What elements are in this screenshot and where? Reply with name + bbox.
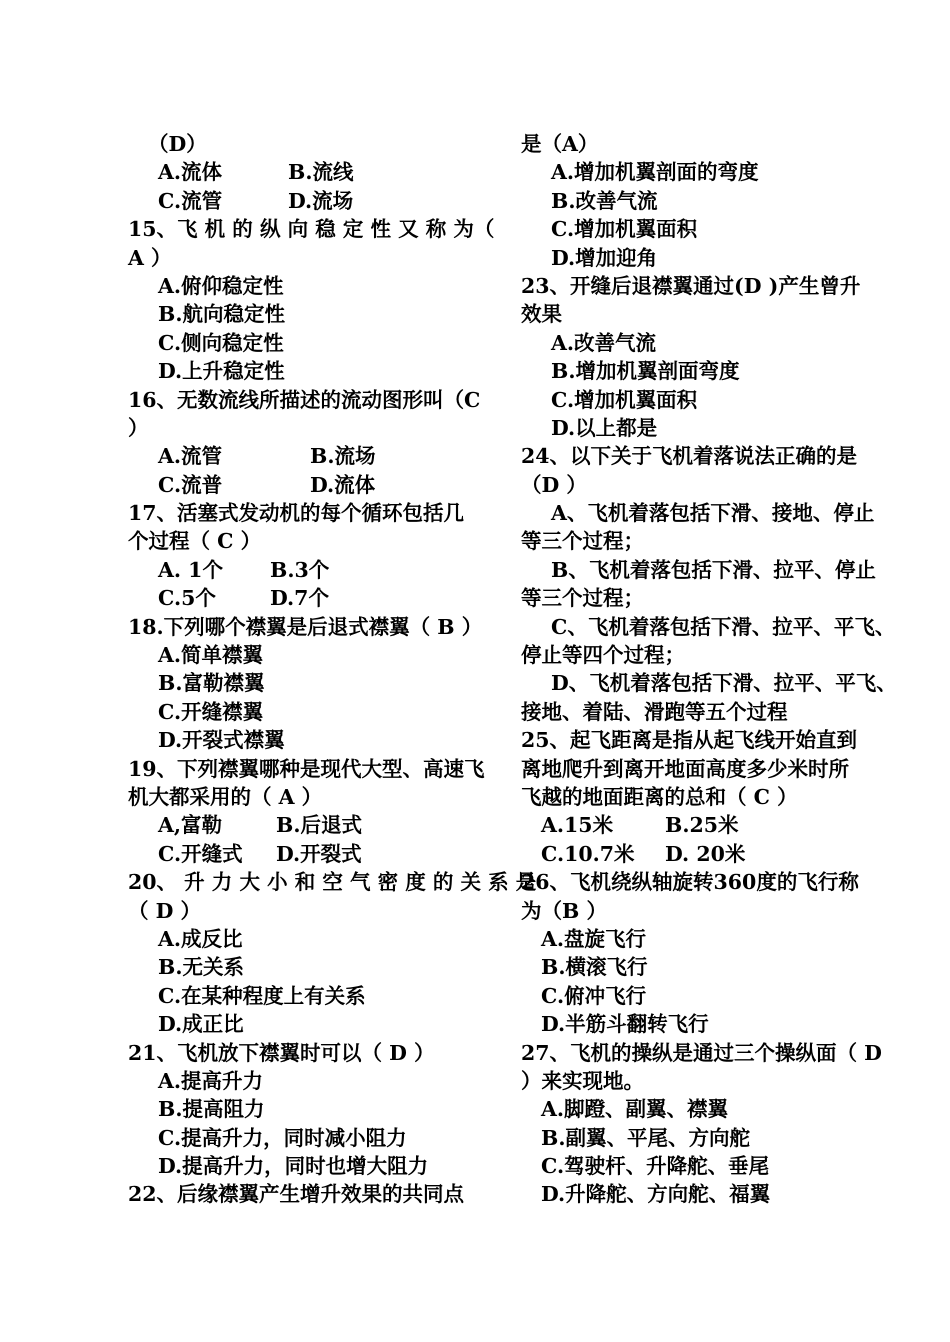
text-line: A.俯仰稳定性 <box>158 273 284 298</box>
text-line: B.提高阻力 <box>158 1097 265 1122</box>
text-line: 为（B ） <box>521 898 607 923</box>
text-line: A.增加机翼剖面的弯度 <box>551 160 759 185</box>
text-line: C.驾驶杆、升降舵、垂尾 <box>541 1154 770 1179</box>
text-line: C.开缝襟翼 <box>158 699 264 724</box>
text-line: 24、以下关于飞机着落说法正确的是 <box>521 444 858 469</box>
text-line <box>521 840 881 868</box>
text-line: C、飞机着落包括下滑、拉平、平飞、 <box>551 614 896 639</box>
text-line: B.横滚飞行 <box>541 955 648 980</box>
text-line: （ D ） <box>128 898 202 923</box>
text-line: B.副翼、平尾、方向舵 <box>541 1125 750 1150</box>
text-line: B.无关系 <box>158 955 244 980</box>
option-text: D.开裂式 <box>276 841 362 866</box>
text-line <box>128 811 488 839</box>
text-line: D.以上都是 <box>551 415 658 440</box>
text-line: 个过程（ C ） <box>128 529 262 554</box>
text-line: A.脚蹬、副翼、襟翼 <box>541 1097 729 1122</box>
text-line: A ） <box>128 245 172 270</box>
text-line: 19、下列襟翼哪种是现代大型、高速飞 <box>128 756 485 781</box>
option-text: C.开缝式 <box>158 841 243 866</box>
text-line: （D） <box>148 132 207 156</box>
text-line: 26、飞机绕纵轴旋转360度的飞行称 <box>521 870 859 895</box>
text-line: D.上升稳定性 <box>158 359 285 384</box>
option-text: D.7个 <box>270 586 329 611</box>
option-text: D. 20米 <box>665 841 746 866</box>
text-line: 25、起飞距离是指从起飞线开始直到 <box>521 728 858 753</box>
text-line: 21、飞机放下襟翼时可以（ D ） <box>128 1040 435 1065</box>
text-line: 停止等四个过程； <box>521 643 685 668</box>
option-text: B.25米 <box>665 813 739 838</box>
option-text: C.10.7米 <box>541 841 635 866</box>
text-line: 效果 <box>521 302 562 327</box>
text-line: 机大都采用的（ A ） <box>128 784 323 809</box>
text-line: 接地、着陆、滑跑等五个过程 <box>521 699 788 724</box>
text-line: 离地爬升到离开地面高度多少米时所 <box>521 756 849 781</box>
text-line: 22、后缘襟翼产生增升效果的共同点 <box>128 1182 465 1207</box>
text-line: 飞越的地面距离的总和（ C ） <box>521 784 798 809</box>
text-line: B、飞机着落包括下滑、拉平、停止 <box>551 557 876 582</box>
option-text: A. 1个 <box>158 557 223 582</box>
text-line: A.成反比 <box>158 926 243 951</box>
option-text: D.流场 <box>288 188 354 213</box>
text-line: D.成正比 <box>158 1012 244 1037</box>
text-line: D、飞机着落包括下滑、拉平、平飞、 <box>551 671 897 696</box>
text-line: A.简单襟翼 <box>158 643 264 668</box>
text-line <box>128 556 488 584</box>
text-line: B.增加机翼剖面弯度 <box>551 359 740 384</box>
text-line: 20、 升 力 大 小 和 空 气 密 度 的 关 系 是 <box>128 870 537 895</box>
text-line: B.航向稳定性 <box>158 302 285 327</box>
text-line <box>521 811 881 839</box>
text-line: D.半筋斗翻转飞行 <box>541 1012 709 1037</box>
text-line: B.富勒襟翼 <box>158 671 265 696</box>
text-line: ）来实现地。 <box>521 1068 644 1093</box>
option-text: A.15米 <box>541 813 614 838</box>
left-column <box>128 130 537 1209</box>
text-line: C.提高升力，同时减小阻力 <box>158 1125 407 1150</box>
text-line <box>128 187 488 215</box>
text-line: 18.下列哪个襟翼是后退式襟翼（ B ） <box>128 614 483 639</box>
option-text: C.流管 <box>158 188 223 213</box>
option-text: D.流体 <box>310 472 376 497</box>
text-line: C.俯冲飞行 <box>541 983 647 1008</box>
text-line: A.盘旋飞行 <box>541 926 647 951</box>
text-line: A.改善气流 <box>551 330 657 355</box>
text-line: 等三个过程； <box>521 586 644 611</box>
text-line: 17、活塞式发动机的每个循环包括几 <box>128 501 465 526</box>
text-line: （D ） <box>521 472 587 497</box>
text-line: A、飞机着落包括下滑、接地、停止 <box>551 501 875 526</box>
text-line: C.在某种程度上有关系 <box>158 983 366 1008</box>
text-line: C.侧向稳定性 <box>158 330 284 355</box>
text-line: 16、无数流线所描述的流动图形叫（C <box>128 387 481 412</box>
text-line: A.提高升力 <box>158 1068 264 1093</box>
text-line: C.增加机翼面积 <box>551 387 698 412</box>
text-line <box>128 442 488 470</box>
text-line: D.提高升力，同时也增大阻力 <box>158 1154 429 1179</box>
right-column <box>521 130 897 1209</box>
text-line: 27、飞机的操纵是通过三个操纵面（ D <box>521 1040 882 1065</box>
text-line: D.开裂式襟翼 <box>158 728 285 753</box>
text-line: B.改善气流 <box>551 188 658 213</box>
text-line: ） <box>128 415 149 440</box>
option-text: B.流场 <box>310 444 376 469</box>
text-line <box>128 584 488 612</box>
option-text: B.流线 <box>288 160 354 185</box>
option-text: A.流体 <box>158 160 223 185</box>
text-line: 15、飞 机 的 纵 向 稳 定 性 又 称 为（ <box>128 217 495 242</box>
text-line <box>128 471 488 499</box>
text-line: 等三个过程； <box>521 529 644 554</box>
option-text: C.5个 <box>158 586 216 611</box>
text-line: D.升降舵、方向舵、福翼 <box>541 1182 771 1207</box>
option-text: C.流普 <box>158 472 223 497</box>
text-line: 是（A） <box>521 132 599 156</box>
option-text: B.3个 <box>270 557 330 582</box>
text-line <box>128 840 488 868</box>
option-text: B.后退式 <box>276 813 362 838</box>
text-line: C.增加机翼面积 <box>551 217 698 242</box>
text-line: D.增加迎角 <box>551 245 658 270</box>
option-text: A,富勒 <box>158 813 223 838</box>
text-line <box>128 158 488 186</box>
option-text: A.流管 <box>158 444 223 469</box>
text-line: 23、开缝后退襟翼通过(D )产生曾升 <box>521 273 861 298</box>
